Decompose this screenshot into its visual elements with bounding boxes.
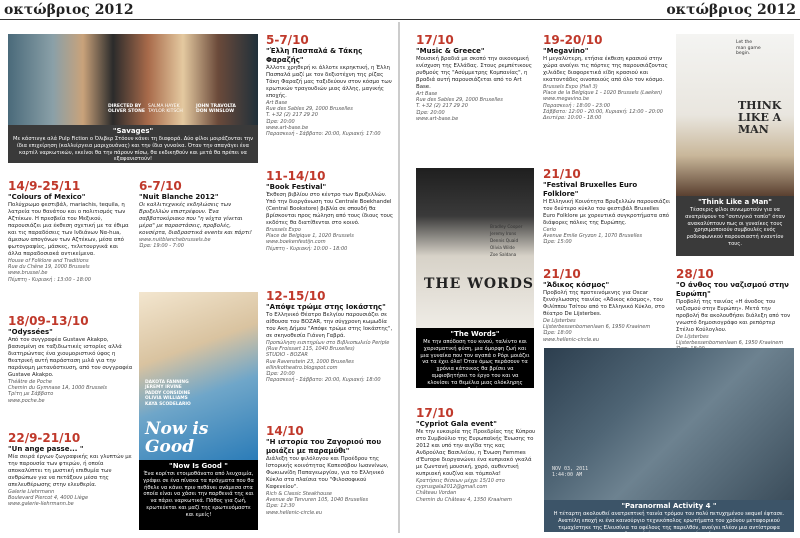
event-title: "Un ange passe... " <box>8 445 84 453</box>
now-is-good-caption <box>139 460 258 530</box>
now-is-good-caption-title: "Now Is Good " <box>169 462 228 470</box>
event-body: Μία σειρά έργων ζωγραφικής και γλυπτών με την παρουσία των φτερών, ή οποία αποκαλύπτει τη μυστική επιθυμία των ανθρώπων για να πετάξουν μέσα της απελευθέρωσης στην ελευθερία. <box>8 454 132 488</box>
event-title: "Megavino" <box>543 47 589 55</box>
event-venue: Rich & Classic Steakhouse <box>266 491 332 497</box>
event-cyprus <box>416 407 536 532</box>
event-venue: Art Base <box>416 91 438 97</box>
event-web[interactable]: www.hellenic-circle.eu <box>266 509 322 516</box>
event-body: Πολύχρωμο φεστιβάλ, mariachis, tequila, η λατρεία του θανάτου και ο πολιτισμός των Αζτέκων. Η πρεσβεία του Μεξικού, παρουσιάζει μια έκθεση σχετική με τα έθιμα και τις παραδόσεις των Ινδιάνων Να-hua, άμεσων απογόνων των Αζτέκων, μέσα από φωτογραφίες, μάσκες, τελετουργικά και άλλα παραδοσιακά αντικείμενα. <box>8 202 129 257</box>
event-title: "Άδικος κόσμος" <box>543 281 610 289</box>
event-title: "Festival Bruxelles Euro Folklore" <box>543 181 638 198</box>
event-venue: Galerie Liehrmann <box>8 489 55 495</box>
event-venue: STUDIO - BOZAR <box>266 352 308 359</box>
event-date: 18/09-13/10 <box>8 314 89 328</box>
event-body: Προβολή της ταινίας «Η άνοδος του ναζισμού στην Ευρώπη». Μετά την προβολή θα ακολουθήσει διάλεξη από τον γνωστό δημοσιογράφο και ρεπόρτερ Στέλιο Κούλογλου. <box>676 299 791 333</box>
event-date: 17/10 <box>416 406 454 420</box>
event-venue: De Lijsterbes <box>676 334 709 340</box>
event-body: Έκθεση βιβλίου στο κέντρο των Βρυξελλών. Υπό την διοργάνωση του Centrale Boekhandel (Central Bookstore) βιβλία σε σπουδή θα βρίσκονται προς πώληση από τους ίδιους τους εκδότες θα διατίθενται στο κοινό. <box>266 192 394 226</box>
event-ange <box>8 432 133 532</box>
event-hours: Τρίτη με Σάββατο <box>8 391 54 398</box>
event-time: Ώρα: 20:00 <box>416 109 445 116</box>
event-time: Ώρα: 12:30 <box>266 503 295 510</box>
event-address: Place de Belgique 1, 1020 Brussels <box>266 233 354 240</box>
event-hours: Παρασκευή - Σάββατο: 20:00, Κυριακή: 17:00 <box>266 131 381 138</box>
event-date: 11-14/10 <box>266 169 326 183</box>
savages-caption-text: Με κάστινγκ αλά Pulp Fiction ο Όλιβερ Στόουν κάνει τη διαφορά. Δύο φίλοι μοιράζονται την ίδια επιχείρηση (καλλιέργεια μαριχουάνας) και την ίδια γυναίκα. Όταν την απαγάγει ένα καρτέλ ναρκωτικών, εκείνοι θα την πάρουν πίσω, θα εκδικηθούν και μετά θα πρέπει να εξαφανιστούν! <box>12 136 254 163</box>
event-address: Place de la Belgique 1 - 1020 Brussels (Laeken) <box>543 90 663 97</box>
event-hours: Πέμπτη - Κυριακή: 10:00 - 18:00 <box>266 245 348 252</box>
event-date: 28/10 <box>676 267 714 281</box>
page-title-left: οκτώβριος 2012 <box>4 2 134 18</box>
event-zagori <box>266 425 394 531</box>
savages-caption-title: "Savages" <box>112 127 154 135</box>
the-words-caption-title: "The Words" <box>450 330 500 338</box>
event-title: "Colours of Mexico" <box>8 193 86 201</box>
event-venue: Théâtre de Poche <box>8 379 52 385</box>
header-divider <box>0 19 800 20</box>
event-body: Το Ελληνικό Θέατρο Βελγίου παρουσιάζει σε αίθουσα του BOZAR, την σύγχρονη κωμωδία του Ακη Δήμου "Απόψε τρώμε στης Ιοκάστης", σε σκηνοθεσία Γιάννη Γαβρά. <box>266 312 393 339</box>
event-body: Οι καλλιτεχνικές εκδηλώσεις των Βρυξελλών επιστρέφουν. Ένα σαββατοκύριακο που "η νύχτα γίνεται μέρα" με παραστάσεις, προβολές, κονσέρτα, διαδραστικά events και πάρτι! <box>139 202 252 236</box>
event-web[interactable]: www.art-base.be <box>416 115 459 122</box>
event-date: 19-20/10 <box>543 33 603 47</box>
event-time: Ώρα: 15:00 <box>543 239 572 246</box>
paranormal-timestamp: NOV 03, 2011 1:44:00 AM <box>552 466 589 478</box>
savages-caption <box>8 125 258 163</box>
think-like-a-man-caption-title: "Think Like a Man" <box>698 198 772 206</box>
event-web[interactable]: www.hellenic-circle.eu <box>543 336 599 343</box>
paranormal-caption-text: Η τέταρτη ακολουθεί ανατρεπτική ταινία τρόμου του πολύ πετυχημένου sequel έφτασε. Ανατέλη εποχή κι ένα καινούργιο τεχνικόπολος ερωτήματα του χρόνου μεταφορικού τεμαχίστηκε της Ελευσίνια τα οφέλους της παρελθόν, ανοίγει πλέον μια αντίστροφα αποκαλυπτική ώρα και τον ορισμό, ακάματο... <box>553 511 785 538</box>
now-is-good-caption-text: Ένα κορίτσι ετοιμοθάνατο από λευχαιμία, γράφει σε ένα πίνακα τα πράγματα που θα ήθελε να κάνει πριν πεθάνει ανάμεσα στα οποία είναι να χάσει την παρθενιά της και να πάρει ναρκωτικά. Πάθος για ζωή, ερωτεύεται και μαζί της ερωτευόμαστε και εμείς! <box>143 471 254 518</box>
event-time: Ώρα: 20:00 <box>266 371 295 378</box>
think-like-a-man-caption <box>676 196 794 256</box>
event-address: Rue des Sables 29, 1000 Bruxelles <box>416 97 503 104</box>
event-note: Προπώληση εισιτηρίων στο Βιβλιοπωλείο Periple (Rue Froissart 115, 1040 Bruxelles) <box>266 340 390 353</box>
event-web[interactable]: www.megavino.be <box>543 96 590 103</box>
event-web[interactable]: www.art-base.be <box>266 124 309 131</box>
savages-poster <box>8 34 258 125</box>
savages-credit-director: DIRECTED BY OLIVER STONE <box>108 104 145 114</box>
event-body: Με την ευκαιρία της Προεδρίας της Κύπρου στο Συμβούλιο της Ευρωπαϊκής Ένωσης το 2012 και υπό την αιγίδα της κας Ανδρούλας Βασιλείου, η Ένωση Femmes d'Europe διοργανώνει ένα κυπριακό γκαλά με ζωντανή μουσική, χορό, αυθεντική κυπριακή κουζίνα και τόμπολα! <box>416 429 536 477</box>
event-address: Lijsterbessenbomenlaan 6, 1950 Kraainem <box>543 324 651 331</box>
think-like-a-man-caption-text: Τέσσερις φίλοι συνωμοτούν για να ανατρέψουν το "σοτυγικό τοπίο" όταν ανακαλύπτουν πως οι γυναίκες τους χρησιμοποιούν συμβουλές ενός ραδιοφωνικού παρουσιαστή εναντίον τους. <box>685 207 785 247</box>
event-date: 17/10 <box>416 33 454 47</box>
event-title: "Έλλη Πασπαλά & Τάκης Φαραζής" <box>266 47 363 64</box>
think-like-a-man-poster <box>676 34 794 196</box>
paranormal-caption-title: "Paranormal Activity 4 " <box>621 502 717 510</box>
event-address: Chemin du Gymnase 1A, 1000 Brussels <box>8 385 108 392</box>
event-hours: Παρασκευή - Σάββατο: 20:00, Κυριακή: 18:00 <box>266 377 381 384</box>
event-venue: De Lijsterbes <box>543 318 576 324</box>
event-title: "Nuit Blanche 2012" <box>139 193 219 201</box>
event-book <box>266 170 394 285</box>
event-web[interactable]: www.boekenfestijn.com <box>266 239 326 246</box>
event-hours: Πέμπτη - Κυριακή : 13:00 - 18:00 <box>8 276 91 283</box>
paranormal-caption <box>544 500 794 538</box>
event-date: 5-7/10 <box>266 33 309 47</box>
event-date: 14/9-25/11 <box>8 179 81 193</box>
event-title: "Η ιστορία του Ζαγοριού που μοιάζει με παραμύθι" <box>266 438 382 455</box>
event-address: Avenue de Tervuren 105, 1040 Bruxelles <box>266 497 369 504</box>
the-words-caption-text: Με την απόδοση του κινού, ταλέντο και χαρισματική φύση, μια όμορφη ζωή και μια γυναίκα που τον αγαπά ο Ρόρι μοιάζει να τα έχει όλα! Όταν όμως περάσουν τα χρόνια κάτοικος θα βρίσει να αμφισβητήσει το έργο του και να κλονίσει τα θεμέλια μιας ολόκληρης ζωής. <box>420 339 530 393</box>
event-title: "Book Festival" <box>266 183 327 191</box>
event-address: Rue des Sables 29, 1000 Bruxelles <box>266 106 353 113</box>
event-date: 21/10 <box>543 267 581 281</box>
event-web[interactable]: www.galerie-liehrmann.be <box>8 501 74 508</box>
event-body: Διάλεξη του φιλόλογου και Προέδρου της Ιστορικής κοινότητας Καπεσόβου Ιωαννίνων, Φωκιωνίδη Παπαγεωργίου, για το Ελληνικό Κύκλο στα πλαίσια του "Φιλοσοφικού Καφενείου". <box>266 456 389 490</box>
event-hours-2: Σάββατο: 12:00 - 20:00, Κυριακή: 12:00 - 20:00 <box>543 108 663 115</box>
event-web[interactable]: www.nuitblanchebrussels.be <box>139 237 211 243</box>
event-odyssees <box>8 315 133 405</box>
page-spine <box>398 22 400 533</box>
event-title: "Ο άνθος του ναζισμού στην Ευρώπη" <box>676 281 789 298</box>
event-adikos <box>543 268 671 358</box>
event-phone: T. +32 (2) 217 29 20 <box>416 103 468 110</box>
event-venue: Brussels Expo (Hall 3) <box>543 84 598 90</box>
event-iokasti <box>266 290 394 420</box>
now-is-good-poster <box>139 292 258 460</box>
event-hours-1: Παρασκευή : 18:00 - 23:00 <box>543 102 611 109</box>
event-title: "Music & Greece" <box>416 47 485 55</box>
event-title: "Cypriot Gala event" <box>416 420 497 428</box>
event-web[interactable]: www.brussel.be <box>8 270 48 277</box>
the-words-poster <box>416 168 534 328</box>
event-address: Chemin du Château 4, 1350 Kraainem <box>416 496 512 503</box>
event-web[interactable]: www.poche.be <box>8 397 45 404</box>
event-note: Κρατήσεις θέσεων μέχρι 15/10 στο cyprusgala2012@gmail.com <box>416 478 505 491</box>
event-address: Rue Ravenstein 23, 1000 Bruxelles <box>266 358 354 365</box>
event-body: Από τον συγγραφέα Gustave Akakpo, βασισμένη σε ταξιδιωτικές ιστορίες αλλά διατηρώντας ένα χιουμοριστικό ύφος η θεατρική αυτή παράσταση μιλά για την παράνομη μετανάστευση, από τον συγγραφέα Gustave Akakpo. <box>8 337 133 378</box>
page-title-right: οκτώβριος 2012 <box>666 2 796 18</box>
savages-credit-stars: SALMA HAYEK TAYLOR KITSCH <box>148 104 183 114</box>
savages-credit-more: JOHN TRAVOLTA DON WINSLOW <box>196 104 236 114</box>
event-date: 6-7/10 <box>139 179 182 193</box>
event-hours-3: Δευτέρα: 10:00 - 18:00 <box>543 115 602 122</box>
event-address: Lijsterbessenbomenlaan 6, 1950 Kraainem <box>676 340 784 347</box>
event-hours: Ώρα: 19:00 - 7:00 <box>139 243 184 250</box>
event-venue: House of Folklore and Traditions <box>8 258 89 264</box>
now-is-good-title: Now is Good <box>145 419 209 457</box>
event-body: Η Ελληνική Κοινότητα Βρυξελλών παρουσιάζει τον δεύτερο κύκλο του φεστιβάλ Bruxelles Euro Folklore με χορευτικά συγκροτήματα από διάφορες πόλεις της Ευρώπης. <box>543 199 671 226</box>
the-words-cast: Bradley Cooper Jeremy Irons Dennis Quaid Olivia Wilde Zoe Saldana <box>490 224 523 257</box>
event-time: Ώρα: 20:00 <box>266 118 295 125</box>
event-date: 21/10 <box>543 167 581 181</box>
event-time: Ώρα: 18:00 <box>543 330 572 337</box>
event-venue: Brussels Expo <box>266 227 301 233</box>
the-words-caption <box>416 328 534 393</box>
paranormal-poster <box>544 348 794 500</box>
event-address: Rue du Chêne 19, 1000 Brussels <box>8 264 90 271</box>
event-date: 12-15/10 <box>266 289 326 303</box>
think-like-a-man-tagline: Let the man game begin. <box>736 40 761 57</box>
event-music-greece <box>416 34 536 164</box>
event-venue: Art Base <box>266 100 288 106</box>
event-body: Άλλοτε χρηθερή κι άλλοτε εκρηκτική, η Έλλη Πασπαλά μαζί με τον δεξιοτέχνη της ρίζας Τάκη Φαραζή μας ταξιδεύουν στον κόσμο των ερωτικών τραγουδιών μιας άλλης, μαγικής εποχής. <box>266 65 392 99</box>
event-address: Boulevard Piercot 4, 4000 Liège <box>8 495 89 502</box>
think-like-a-man-title: THINK LIKE A MAN <box>738 99 782 136</box>
event-body: Μουσική βραδιά με σκοπό την οικονομική ενίσχυση της Ελλάδας. Στους ρεμπέτικους ρυθμούς της "Ασύμμετρης Κομπανίας", η βραδιά αυτή παρουσιάζεται από το Art Base. <box>416 56 532 90</box>
event-body: Η μεγαλύτερη, ετήσια έκθεση κρασιού στην χώρα ανοίγει τις πόρτες της παρουσιάζοντας χιλιάδες διαφορετικά είδη κρασιού και εκατοντάδες οινοποιούς από όλο τον κόσμο. <box>543 56 668 83</box>
event-web[interactable]: ellinikotheatro.blogspot.com <box>266 364 338 371</box>
event-venue: Cerio <box>543 227 557 233</box>
event-mexico <box>8 180 133 298</box>
now-is-good-names: DAKOTA FANNING JEREMY IRVINE PADDY CONSIDINE OLIVIA WILLIAMS KAYA SCODELARIO <box>145 380 191 407</box>
event-date: 14/10 <box>266 424 304 438</box>
event-body: Προβολή της προτεινόμενης για Oscar ξενόγλωσσης ταινίας «Άδικος κόσμος», του Φιλίππου Τσίτου από το Ελληνικό Κύκλο, στο θέατρο De Lijsterbes. <box>543 290 665 317</box>
event-anthos <box>676 267 794 347</box>
event-phone: T. +32 (2) 217 29 20 <box>266 112 318 119</box>
the-words-title: THE WORDS <box>424 276 534 292</box>
event-folklore <box>543 168 671 268</box>
event-megavino <box>543 34 671 164</box>
event-farazis <box>266 34 394 164</box>
event-date: 22/9-21/10 <box>8 431 81 445</box>
event-nuit <box>139 180 259 288</box>
event-title: "Απόψε τρώμε στης Ιοκάστης" <box>266 303 386 311</box>
event-address: Avenue Emile Gryzon 1, 1070 Bruxelles <box>543 233 643 240</box>
event-title: "Odyssées" <box>8 328 53 336</box>
event-venue: Château Vordan <box>416 490 457 497</box>
